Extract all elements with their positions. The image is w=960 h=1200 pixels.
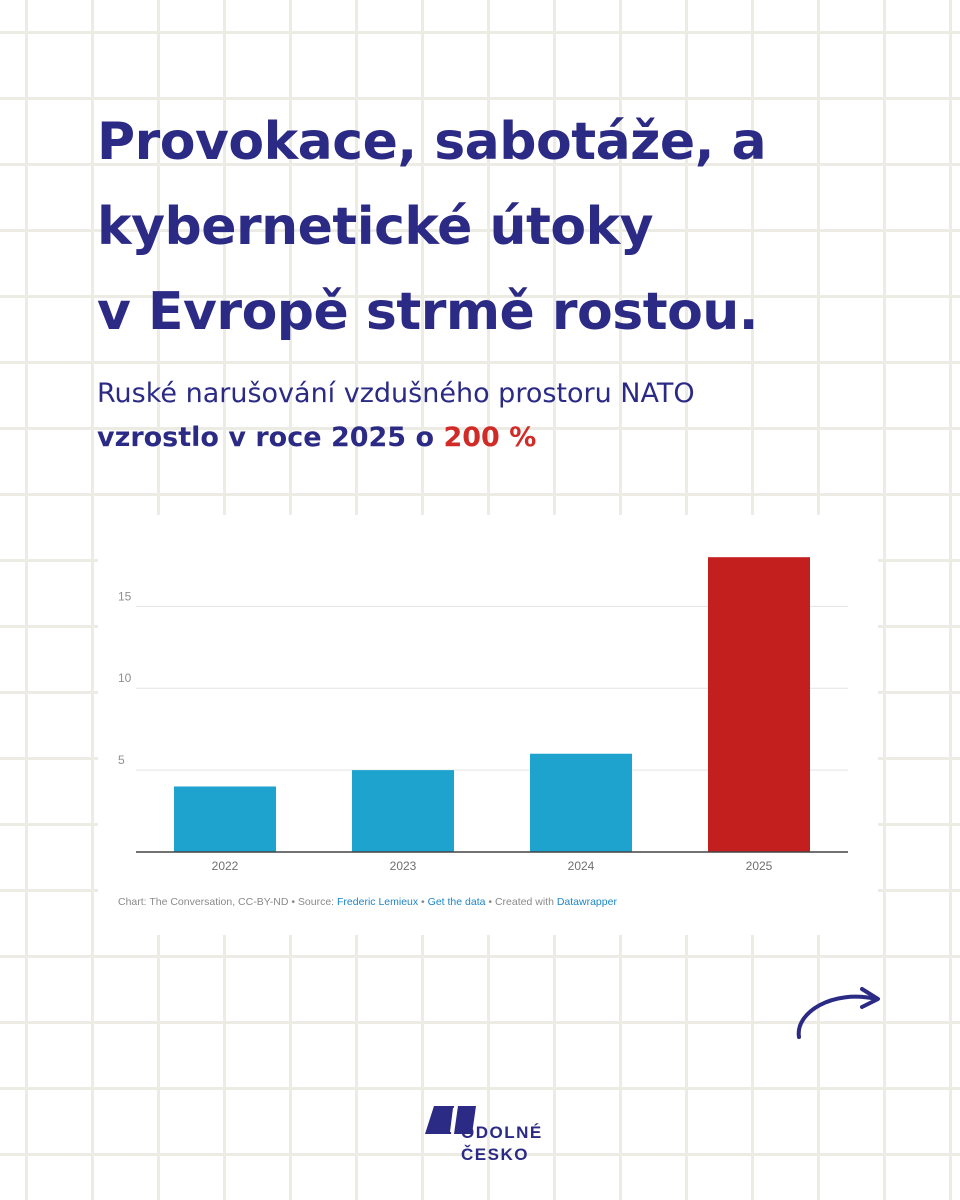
get-data-link[interactable]: Get the data (427, 896, 486, 908)
curved-arrow-right-icon[interactable] (790, 985, 890, 1049)
credit-created: • Created with (485, 896, 557, 908)
logo-text (461, 1122, 543, 1166)
logo (424, 1104, 564, 1168)
logo-line-2: ČESKO (461, 1145, 529, 1164)
bar-chart (98, 515, 878, 935)
headline-line-2: kybernetické útoky (97, 197, 654, 257)
headline-line-1: Provokace, sabotáže, a (97, 112, 767, 172)
datawrapper-link[interactable]: Datawrapper (556, 896, 617, 908)
bar-2025 (708, 557, 810, 852)
headline-line-3: v Evropě strmě rostou. (97, 282, 759, 342)
credit-separator: • (418, 896, 428, 908)
chart-credit (118, 896, 617, 908)
subheadline (97, 372, 917, 460)
y-tick-label: 15 (118, 589, 132, 604)
chart-svg (98, 515, 878, 875)
y-tick-label: 5 (118, 753, 125, 768)
bar-2023 (352, 770, 454, 852)
chart-bars (174, 557, 810, 852)
x-tick-label-2025: 2025 (745, 859, 773, 873)
subheadline-line-1: Ruské narušování vzdušného prostoru NATO (97, 378, 695, 409)
x-tick-label-2022: 2022 (211, 859, 239, 873)
credit-prefix: Chart: The Conversation, CC-BY-ND • Source: (118, 896, 338, 908)
y-tick-label: 10 (118, 671, 132, 686)
x-tick-label-2024: 2024 (567, 859, 595, 873)
source-link[interactable]: Frederic Lemieux (337, 896, 419, 908)
x-tick-label-2023: 2023 (389, 859, 417, 873)
logo-line-1: ODOLNÉ (461, 1123, 543, 1142)
headline (97, 100, 917, 355)
bar-2022 (174, 786, 276, 852)
subheadline-highlight: 200 % (443, 422, 537, 453)
bar-2024 (530, 754, 632, 852)
subheadline-line-2 (97, 416, 917, 460)
subheadline-prefix: vzrostlo v roce 2025 o (97, 422, 444, 453)
